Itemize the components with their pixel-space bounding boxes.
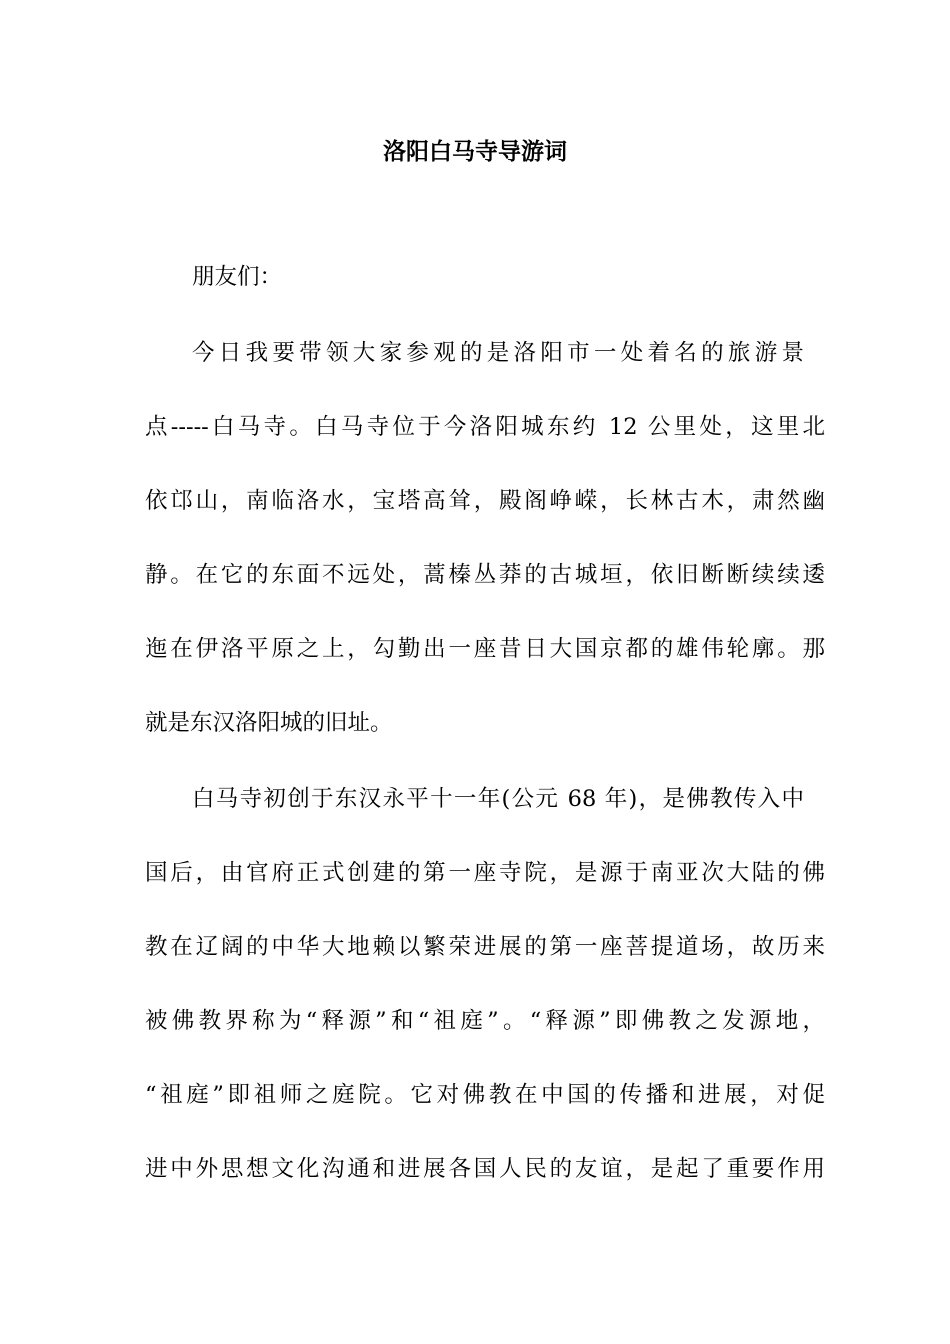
paragraph-line: 依邙山，南临洛水，宝塔高耸，殿阁峥嵘，长林古木，肃然幽 [145,488,825,514]
paragraph-line: 白马寺初创于东汉永平十一年(公元 68 年)，是佛教传入中 [192,786,804,812]
paragraph-line: 点-----白马寺。白马寺位于今洛阳城东约 12 公里处，这里北 [145,414,825,440]
document-title: 洛阳白马寺导游词 [383,139,567,165]
paragraph-line: “祖庭”即祖师之庭院。它对佛教在中国的传播和进展，对促 [145,1082,825,1108]
paragraph-line: 今日我要带领大家参观的是洛阳市一处着名的旅游景 [192,340,804,366]
paragraph-line: 国后，由官府正式创建的第一座寺院，是源于南亚次大陆的佛 [145,860,825,886]
paragraph-line: 被佛教界称为“释源”和“祖庭”。“释源”即佛教之发源地， [145,1008,825,1034]
paragraph-line: 就是东汉洛阳城的旧址。 [145,710,393,736]
paragraph-line: 静。在它的东面不远处，蒿榛丛莽的古城垣，依旧断断续续逶 [145,562,825,588]
paragraph-line: 教在辽阔的中华大地赖以繁荣进展的第一座菩提道场，故历来 [145,934,825,960]
paragraph-line: 进中外思想文化沟通和进展各国人民的友谊，是起了重要作用 [145,1156,825,1182]
salutation-line: 朋友们： [192,264,283,290]
paragraph-line: 迤在伊洛平原之上，勾勤出一座昔日大国京都的雄伟轮廓。那 [145,636,825,662]
